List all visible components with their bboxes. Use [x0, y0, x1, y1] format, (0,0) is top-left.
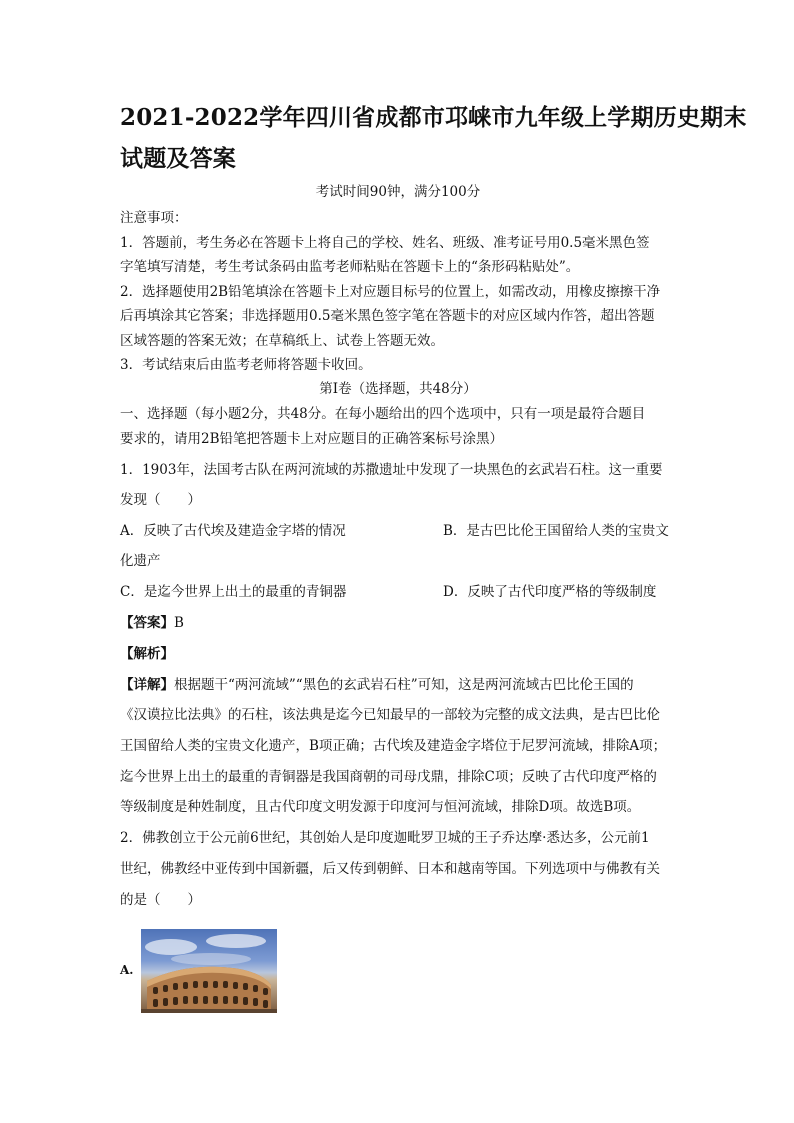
section-intro-line: 要求的，请用2B铅笔把答题卡上对应题目的正确答案标号涂黑）: [120, 431, 504, 447]
question-1-stem: 1．1903年，法国考古队在两河流域的苏撒遗址中发现了一块黑色的玄武岩石柱。这一重要: [120, 462, 663, 478]
exam-info: 考试时间90钟，满分100分: [315, 184, 481, 200]
question-1-option-a: A．反映了古代埃及建造金字塔的情况: [120, 523, 346, 539]
question-2-stem: 2．佛教创立于公元前6世纪，其创始人是印度迦毗罗卫城的王子乔达摩·悉达多，公元前1: [120, 830, 650, 846]
notes-line: 1．答题前，考生务必在答题卡上将自己的学校、姓名、班级、准考证号用0.5毫米黑色签: [120, 235, 650, 251]
question-1-answer: [120, 615, 676, 633]
question-1-detail-line: 等级制度是种姓制度，且古代印度文明发源于印度河与恒河流域，排除D项。故选B项。: [120, 799, 641, 815]
detail-label: 【详解】: [120, 677, 174, 693]
document-title-line-1: 2021-2022学年四川省成都市邛崃市九年级上学期历史期末: [120, 104, 747, 131]
question-2-stem: 的是（ ）: [120, 892, 201, 908]
notes-line: 2．选择题使用2B铅笔填涂在答题卡上对应题目标号的位置上，如需改动，用橡皮擦擦干净: [120, 284, 661, 300]
notes-line: 区域答题的答案无效；在草稿纸上、试卷上答题无效。: [120, 333, 444, 349]
question-1-detail-line: 迄今世界上出土的最重的青铜器是我国商朝的司母戊鼎，排除C项；反映了古代印度严格的: [120, 769, 657, 785]
document-title-line-2: 试题及答案: [120, 145, 236, 172]
section-intro-line: 一、选择题（每小题2分，共48分。在每小题给出的四个选项中，只有一项是最符合题目: [120, 406, 646, 422]
notes-line: 字笔填写清楚，考生考试条码由监考老师粘贴在答题卡上的“条形码粘贴处”。: [120, 259, 580, 275]
section-title: 第Ⅰ卷（选择题，共48分）: [319, 381, 477, 397]
colosseum-photo: [141, 929, 277, 1013]
notes-heading: 注意事项：: [120, 210, 188, 226]
question-1-detail-line: 《汉谟拉比法典》的石柱，该法典是迄今已知最早的一部较为完整的成文法典，是古巴比伦: [120, 707, 660, 723]
question-1-option-d: D．反映了古代印度严格的等级制度: [443, 584, 657, 600]
question-1-option-c: C．是迄今世界上出土的最重的青铜器: [120, 584, 347, 600]
question-1-option-b: B．是古巴比伦王国留给人类的宝贵文: [443, 523, 669, 539]
question-1-detail: [120, 677, 676, 695]
question-1-detail-line: 王国留给人类的宝贵文化遗产，B项正确；古代埃及建造金字塔位于尼罗河流域，排除A项；: [120, 738, 667, 754]
answer-label: 【答案】: [120, 615, 174, 631]
notes-line: 3．考试结束后由监考老师将答题卡收回。: [120, 357, 372, 373]
detail-text: 根据题干“两河流域”“黑色的玄武岩石柱”可知，这是两河流域古巴比伦王国的: [174, 677, 634, 693]
question-2-stem: 世纪，佛教经中亚传到中国新疆，后又传到朝鲜、日本和越南等国。下列选项中与佛教有关: [120, 861, 660, 877]
question-2-option-a-label: A.: [120, 963, 134, 977]
question-1-stem: 发现（ ）: [120, 492, 201, 508]
question-1-option-b-continued: 化遗产: [120, 553, 161, 569]
notes-line: 后再填涂其它答案；非选择题用0.5毫米黑色签字笔在答题卡的对应区域内作答，超出答题: [120, 308, 655, 324]
answer-value: B: [174, 615, 184, 631]
colosseum-illustration: [141, 929, 277, 1013]
analysis-label: 【解析】: [120, 646, 174, 662]
